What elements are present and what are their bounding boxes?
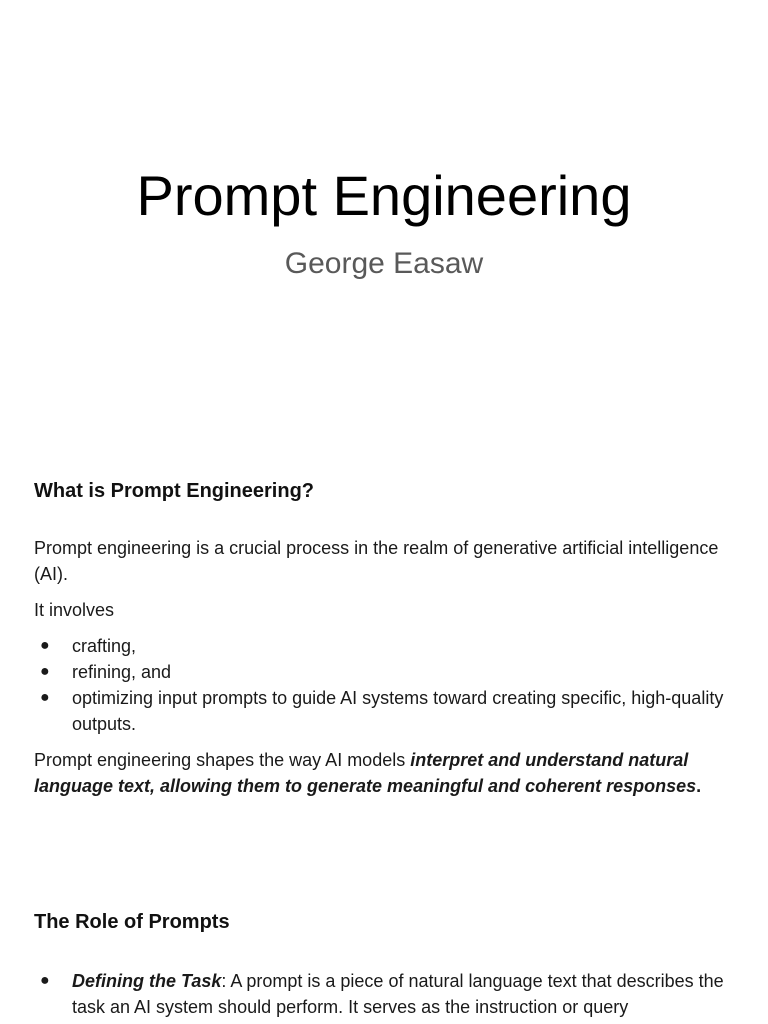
involves-paragraph: It involves (34, 600, 115, 620)
list-item-text: crafting, (72, 636, 137, 656)
section-heading: The Role of Prompts (34, 911, 230, 933)
list-item-text: optimizing input prompts to guide AI systems toward creating specific, high-quality outputs. (72, 688, 724, 734)
list-item (34, 968, 734, 1020)
section-what-is-prompt-engineering (34, 477, 734, 799)
list-item-term: Defining the Task (72, 971, 222, 991)
shapes-prefix: Prompt engineering shapes the way AI models (34, 750, 411, 770)
bullet-icon: ● (40, 689, 50, 706)
document-author: George Easaw (284, 247, 484, 280)
intro-paragraph: Prompt engineering is a crucial process in the realm of generative artificial intelligence (AI). (34, 538, 719, 584)
section-heading: What is Prompt Engineering? (34, 480, 315, 502)
list-item-text: : A prompt is a piece of natural language text that describes the task an AI system should perform. It serves as the instruction or query (72, 971, 724, 1017)
list-item (34, 659, 734, 685)
list-item (34, 633, 734, 659)
shapes-paragraph (34, 747, 734, 799)
shapes-suffix: . (696, 776, 702, 796)
bullet-icon: ● (40, 637, 50, 654)
involves-list (34, 633, 734, 737)
shapes-emphasis: interpret and understand natural language text, allowing them to generate meaningful and coherent responses (34, 750, 697, 796)
bullet-icon: ● (40, 972, 50, 989)
list-item-text: refining, and (72, 662, 172, 682)
role-list (34, 968, 734, 1020)
bullet-icon: ● (40, 663, 50, 680)
list-item (34, 685, 734, 737)
document-title: Prompt Engineering (136, 164, 632, 227)
section-role-of-prompts (34, 908, 734, 1020)
